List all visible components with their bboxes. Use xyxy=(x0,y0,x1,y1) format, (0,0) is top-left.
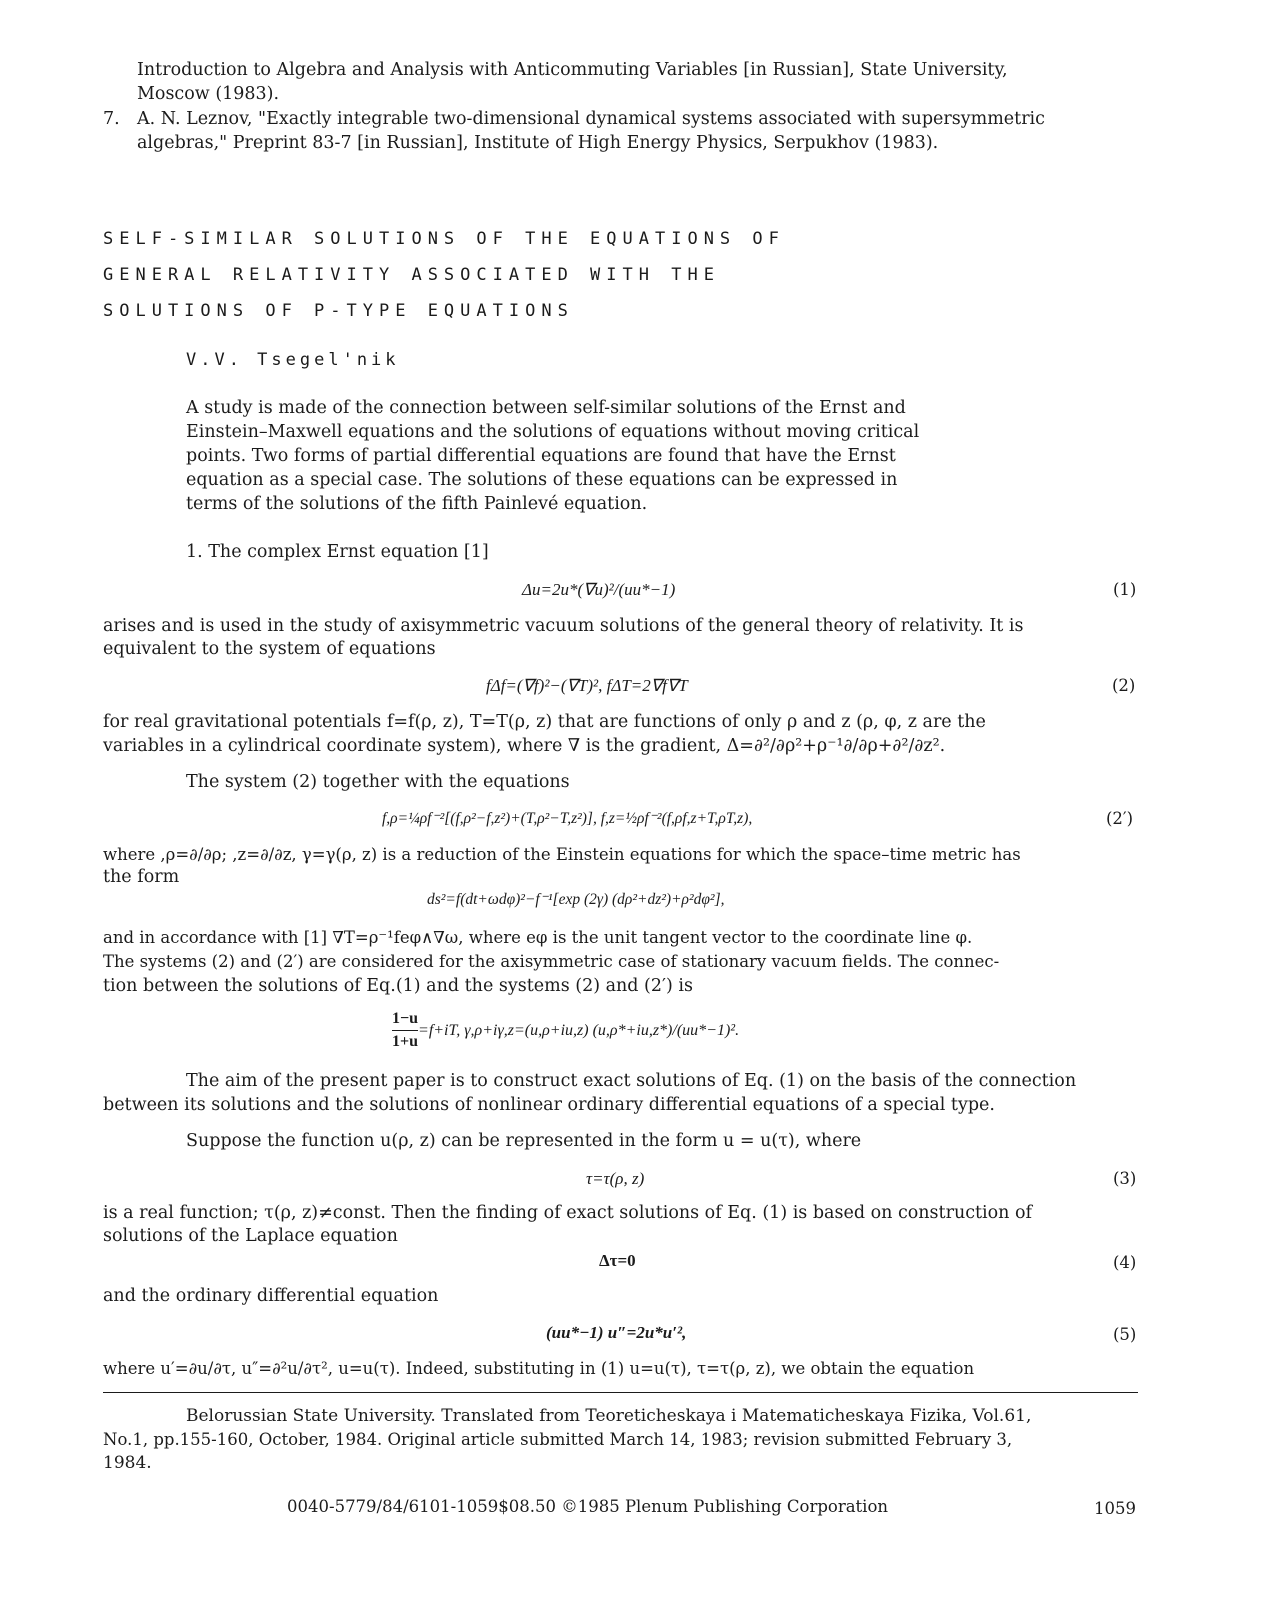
connection-rest: =f+iT, γ,ρ+iγ,z=(u,ρ+iu,z) (u,ρ*+iu,z*)/(uu*−1)². xyxy=(418,1021,740,1039)
equation-3: τ=τ(ρ, z) xyxy=(586,1169,645,1188)
publisher-code: 0040-5779/84/6101-1059$08.50 ©1985 Plenum Publishing Corporation xyxy=(287,1497,889,1516)
article-title-line3: SOLUTIONS OF P-TYPE EQUATIONS xyxy=(103,301,574,321)
paragraph-5-line1: and in accordance with [1] ∇T=ρ⁻¹feφ∧∇ω, where eφ is the unit tangent vector to the coordinate line φ. xyxy=(103,928,973,947)
equation-4: Δτ=0 xyxy=(599,1251,636,1270)
article-title-line2: GENERAL RELATIVITY ASSOCIATED WITH THE xyxy=(103,265,720,285)
paragraph-8-line1: is a real function; τ(ρ, z)≠const. Then the finding of exact solutions of Eq. (1) is based on construction of xyxy=(103,1203,1033,1223)
equation-1: Δu=2u*(∇u)²/(uu*−1) xyxy=(522,580,676,599)
abstract-line: equation as a special case. The solutions of these equations can be expressed in xyxy=(186,470,898,490)
footnote-line3: 1984. xyxy=(103,1453,152,1473)
equation-1-number: (1) xyxy=(1113,580,1137,599)
paragraph-5-line2: The systems (2) and (2′) are considered for the axisymmetric case of stationary vacuum fields. The connec- xyxy=(103,952,1000,971)
reference-6-line2: Moscow (1983). xyxy=(137,84,280,104)
equation-2-prime: f,ρ=¼ρf⁻²[(f,ρ²−f,z²)+(T,ρ²−T,z²)], f,z=½ρf⁻²(f,ρf,z+T,ρT,z), xyxy=(382,810,753,827)
paragraph-9: and the ordinary differential equation xyxy=(103,1286,439,1306)
paragraph-3: The system (2) together with the equations xyxy=(186,772,570,792)
equation-4-number: (4) xyxy=(1113,1253,1137,1272)
equation-3-number: (3) xyxy=(1113,1169,1137,1188)
equation-2-prime-number: (2′) xyxy=(1106,809,1134,828)
abstract-line: A study is made of the connection between self-similar solutions of the Ernst and xyxy=(186,398,906,418)
equation-5-number: (5) xyxy=(1113,1325,1137,1344)
footnote-line1: Belorussian State University. Translated from Teoreticheskaya i Matematicheskaya Fizika, Vol.61, xyxy=(186,1406,1032,1426)
equation-5: (uu*−1) u″=2u*u′², xyxy=(546,1323,687,1342)
paragraph-4-line2: the form xyxy=(103,867,180,887)
reference-7-line2: algebras," Preprint 83-7 [in Russian], Institute of High Energy Physics, Serpukhov (1983). xyxy=(137,133,939,153)
abstract-line: terms of the solutions of the fifth Painlevé equation. xyxy=(186,494,648,514)
article-author: V.V. Tsegel'nik xyxy=(186,350,400,370)
paragraph-1-line1: arises and is used in the study of axisymmetric vacuum solutions of the general theory of relativity. It is xyxy=(103,616,1024,636)
paragraph-4-line1: where ,ρ=∂/∂ρ; ,z=∂/∂z, γ=γ(ρ, z) is a reduction of the Einstein equations for which the space–time metric has xyxy=(103,845,1021,864)
paragraph-7: Suppose the function u(ρ, z) can be represented in the form u = u(τ), where xyxy=(186,1131,862,1151)
equation-connection xyxy=(392,1008,739,1053)
paragraph-10: where u′=∂u/∂τ, u″=∂²u/∂τ², u=u(τ). Indeed, substituting in (1) u=u(τ), τ=τ(ρ, z), we obtain the equation xyxy=(103,1359,975,1378)
fraction-numerator: 1−u xyxy=(392,1008,418,1031)
abstract xyxy=(186,396,966,516)
abstract-line: Einstein–Maxwell equations and the solutions of equations without moving critical xyxy=(186,422,920,442)
reference-6-line1: Introduction to Algebra and Analysis with Anticommuting Variables [in Russian], State University, xyxy=(137,60,1008,80)
reference-7-line1: A. N. Leznov, "Exactly integrable two-dimensional dynamical systems associated with supersymmetric xyxy=(137,109,1045,129)
paragraph-1-line2: equivalent to the system of equations xyxy=(103,639,436,659)
equation-2: fΔf=(∇f)²−(∇T)², fΔT=2∇f∇T xyxy=(486,676,688,695)
paragraph-2-line1: for real gravitational potentials f=f(ρ, z), T=T(ρ, z) that are functions of only ρ and z (ρ, φ, z are the xyxy=(103,712,986,732)
reference-7-number: 7. xyxy=(103,109,120,129)
footnote-rule xyxy=(103,1392,1138,1393)
paragraph-2-line2: variables in a cylindrical coordinate system), where ∇ is the gradient, Δ=∂²/∂ρ²+ρ⁻¹∂/∂ρ+∂²/∂z². xyxy=(103,736,946,756)
footnote-line2: No.1, pp.155-160, October, 1984. Original article submitted March 14, 1983; revision submitted February 3, xyxy=(103,1430,1013,1449)
section-1-intro: 1. The complex Ernst equation [1] xyxy=(186,542,489,562)
page-number: 1059 xyxy=(1094,1499,1136,1518)
paragraph-6-line1: The aim of the present paper is to construct exact solutions of Eq. (1) on the basis of the connection xyxy=(186,1071,1077,1091)
paragraph-5-line3: tion between the solutions of Eq.(1) and the systems (2) and (2′) is xyxy=(103,976,693,996)
fraction-denominator: 1+u xyxy=(392,1033,419,1050)
equation-metric: ds²=f(dt+ωdφ)²−f⁻¹[exp (2γ) (dρ²+dz²)+ρ²dφ²], xyxy=(427,891,725,908)
equation-2-number: (2) xyxy=(1112,676,1136,695)
abstract-line: points. Two forms of partial differential equations are found that have the Ernst xyxy=(186,446,896,466)
connection-fraction xyxy=(392,1008,418,1053)
article-title-line1: SELF-SIMILAR SOLUTIONS OF THE EQUATIONS OF xyxy=(103,229,785,249)
paragraph-8-line2: solutions of the Laplace equation xyxy=(103,1226,398,1246)
paragraph-6-line2: between its solutions and the solutions of nonlinear ordinary differential equations of a special type. xyxy=(103,1095,995,1115)
